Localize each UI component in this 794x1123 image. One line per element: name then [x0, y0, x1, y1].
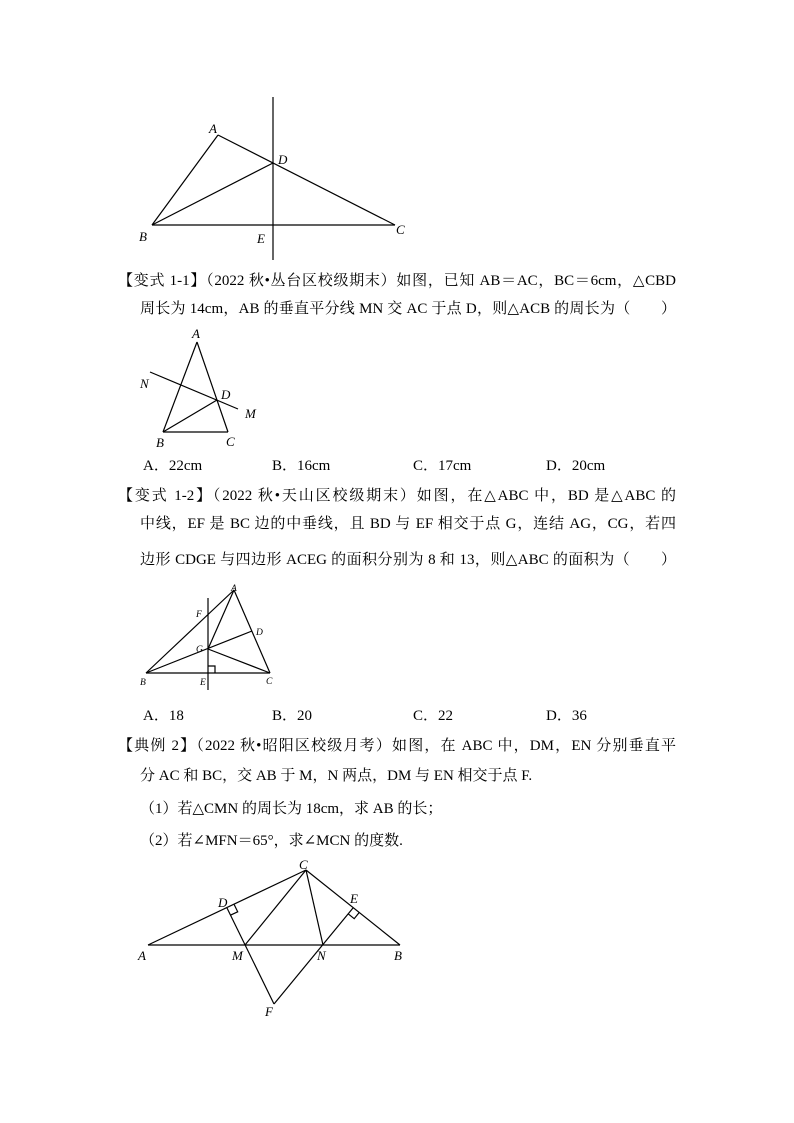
label-m: M — [245, 406, 256, 421]
problem-2-option-c: C．22 — [413, 708, 454, 724]
right-angle-mark-d — [230, 905, 237, 916]
problem-3-question-1: （1）若△CMN 的周长为 18cm，求 AB 的长； — [140, 801, 443, 817]
label-g: G — [196, 645, 203, 655]
label-a: A — [192, 326, 200, 341]
label-e: E — [200, 678, 206, 688]
label-f: F — [265, 1004, 273, 1019]
problem-1-line-2: 周长为 14cm，AB 的垂直平分线 MN 交 AC 于点 D，则△ACB 的周长为（ ） — [140, 301, 676, 317]
problem-1-option-d: D．20cm — [546, 458, 606, 474]
label-b: B — [139, 229, 147, 244]
label-d: D — [218, 895, 228, 910]
problem-3-line-1: 【典例 2】（2022 秋•昭阳区校级月考）如图，在 ABC 中，DM，EN 分别垂直平 — [118, 738, 676, 754]
label-f: F — [196, 610, 202, 620]
label-c: C — [299, 857, 308, 872]
right-angle-mark-e — [208, 666, 215, 673]
problem-3-question-2: （2）若∠MFN＝65°，求∠MCN 的度数. — [140, 833, 403, 849]
segment-ac — [218, 135, 395, 225]
label-m: M — [232, 948, 243, 963]
segment-cm — [245, 870, 306, 945]
label-c: C — [396, 222, 405, 237]
label-a: A — [209, 121, 217, 136]
label-b: B — [156, 435, 164, 450]
label-d: D — [278, 152, 288, 167]
segment-bd — [152, 163, 273, 225]
segment-bd — [163, 400, 217, 432]
problem-2-option-b: B．20 — [272, 708, 313, 724]
label-a: A — [231, 584, 237, 594]
segment-ab — [163, 342, 197, 432]
problem-2-line-2: 中线，EF 是 BC 边的中垂线，且 BD 与 EF 相交于点 G，连结 AG，CG，若四 — [140, 516, 676, 532]
figure-1 — [130, 90, 420, 265]
figure-2 — [135, 325, 265, 450]
label-n: N — [140, 376, 149, 391]
label-b: B — [140, 678, 146, 688]
problem-1-option-a: A．22cm — [143, 458, 203, 474]
label-a: A — [138, 948, 146, 963]
segment-ab — [152, 135, 218, 225]
figure-4 — [135, 855, 410, 1020]
label-b: B — [394, 948, 402, 963]
label-e: E — [257, 231, 265, 246]
label-n: N — [317, 948, 326, 963]
right-angle-mark-e — [348, 913, 359, 919]
problem-1-line-1: 【变式 1-1】（2022 秋•丛台区校级期末）如图，已知 AB＝AC，BC＝6cm，△CBD — [118, 273, 676, 289]
segment-ab — [146, 590, 234, 673]
problem-2-option-d: D．36 — [546, 708, 587, 724]
label-d: D — [256, 628, 263, 638]
label-d: D — [221, 387, 231, 402]
problem-2-option-a: A．18 — [143, 708, 184, 724]
problem-2-line-3: 边形 CDGE 与四边形 ACEG 的面积分别为 8 和 13，则△ABC 的面积为（ ） — [140, 552, 676, 568]
segment-ef — [274, 908, 353, 1004]
problem-1-option-c: C．17cm — [413, 458, 472, 474]
problem-1-option-b: B．16cm — [272, 458, 331, 474]
label-c: C — [226, 434, 235, 449]
problem-2-line-1: 【变式 1-2】（2022 秋•天山区校级期末）如图，在△ABC 中，BD 是△ABC 的 — [118, 488, 676, 504]
figure-3 — [135, 580, 280, 695]
label-c: C — [266, 677, 273, 687]
label-e: E — [350, 891, 358, 906]
problem-3-line-2: 分 AC 和 BC，交 AB 于 M，N 两点，DM 与 EN 相交于点 F. — [140, 768, 533, 784]
